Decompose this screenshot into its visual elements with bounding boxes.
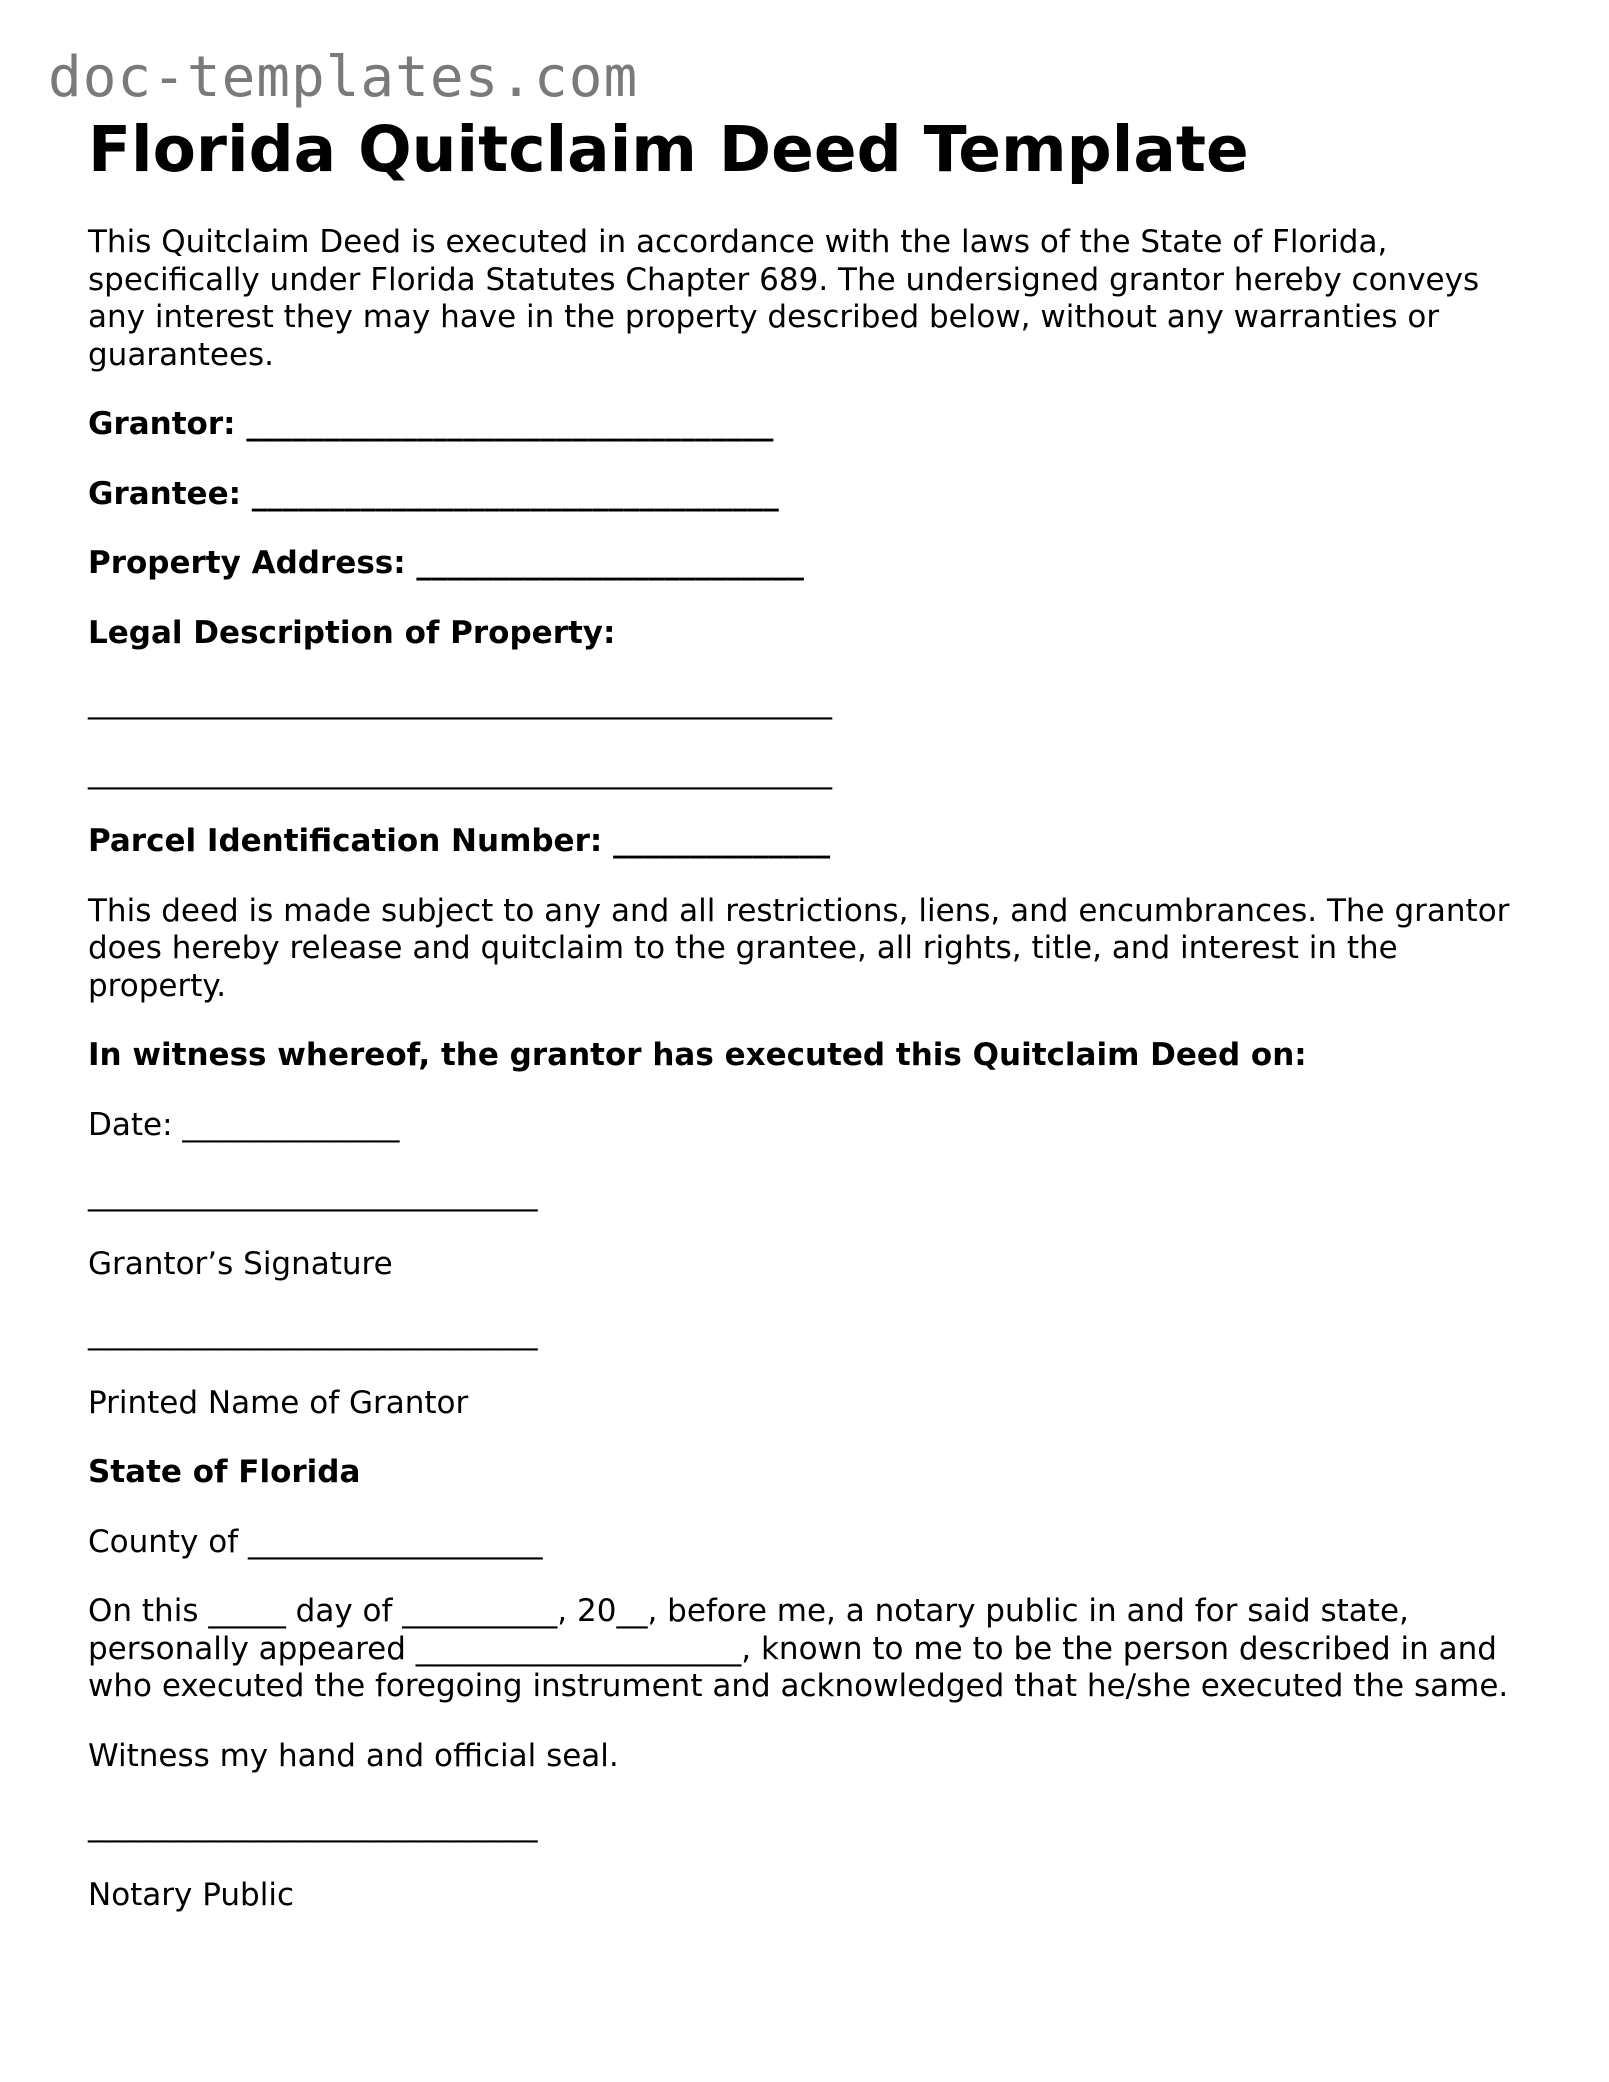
grantor-signature-line: _____________________________ [88,1176,538,1212]
county-field: County of ___________________ [88,1523,543,1560]
grantor-field: Grantor: __________________________________ [88,406,774,442]
notary-signature-line: _____________________________ [88,1807,538,1843]
printed-name-line: _____________________________ [88,1315,538,1351]
document-title: Florida Quitclaim Deed Template [88,113,1249,186]
witness-heading: In witness whereof, the grantor has executed this Quitclaim Deed on: [88,1037,1307,1073]
document-body [88,110,1518,1914]
notary-public-label: Notary Public [88,1876,294,1913]
date-field: Date: ______________ [88,1106,400,1143]
legal-description-line-1: ________________________________________________ [88,684,832,720]
notary-paragraph: On this _____ day of __________, 20__, before me, a notary public in and for said state, personally appeared _____________________, known to me to be the person described in and who executed the foregoing instrument and acknowledged that he/she executed the same. [88,1593,1509,1704]
printed-name-label: Printed Name of Grantor [88,1384,469,1421]
parcel-id-field: Parcel Identification Number: ______________ [88,823,831,859]
legal-description-line-2: ________________________________________________ [88,753,832,790]
grantor-signature-label: Grantor’s Signature [88,1245,393,1282]
witness-seal-text: Witness my hand and official seal. [88,1737,619,1774]
state-heading: State of Florida [88,1454,361,1490]
intro-paragraph: This Quitclaim Deed is executed in accordance with the laws of the State of Florida, specifically under Florida Statutes Chapter 689. The undersigned grantor hereby conveys any interest they may have in the property described below, without any warranties or guarantees. [88,224,1480,373]
legal-description-heading: Legal Description of Property: [88,614,616,651]
grantee-field: Grantee: __________________________________ [88,475,779,512]
property-address-field: Property Address: _________________________ [88,545,804,581]
watermark-logo: doc-templates.com [48,45,639,110]
subject-clause-paragraph: This deed is made subject to any and all restrictions, liens, and encumbrances. The grantor does hereby release and quitclaim to the grantee, all rights, title, and interest in the property. [88,892,1510,1004]
